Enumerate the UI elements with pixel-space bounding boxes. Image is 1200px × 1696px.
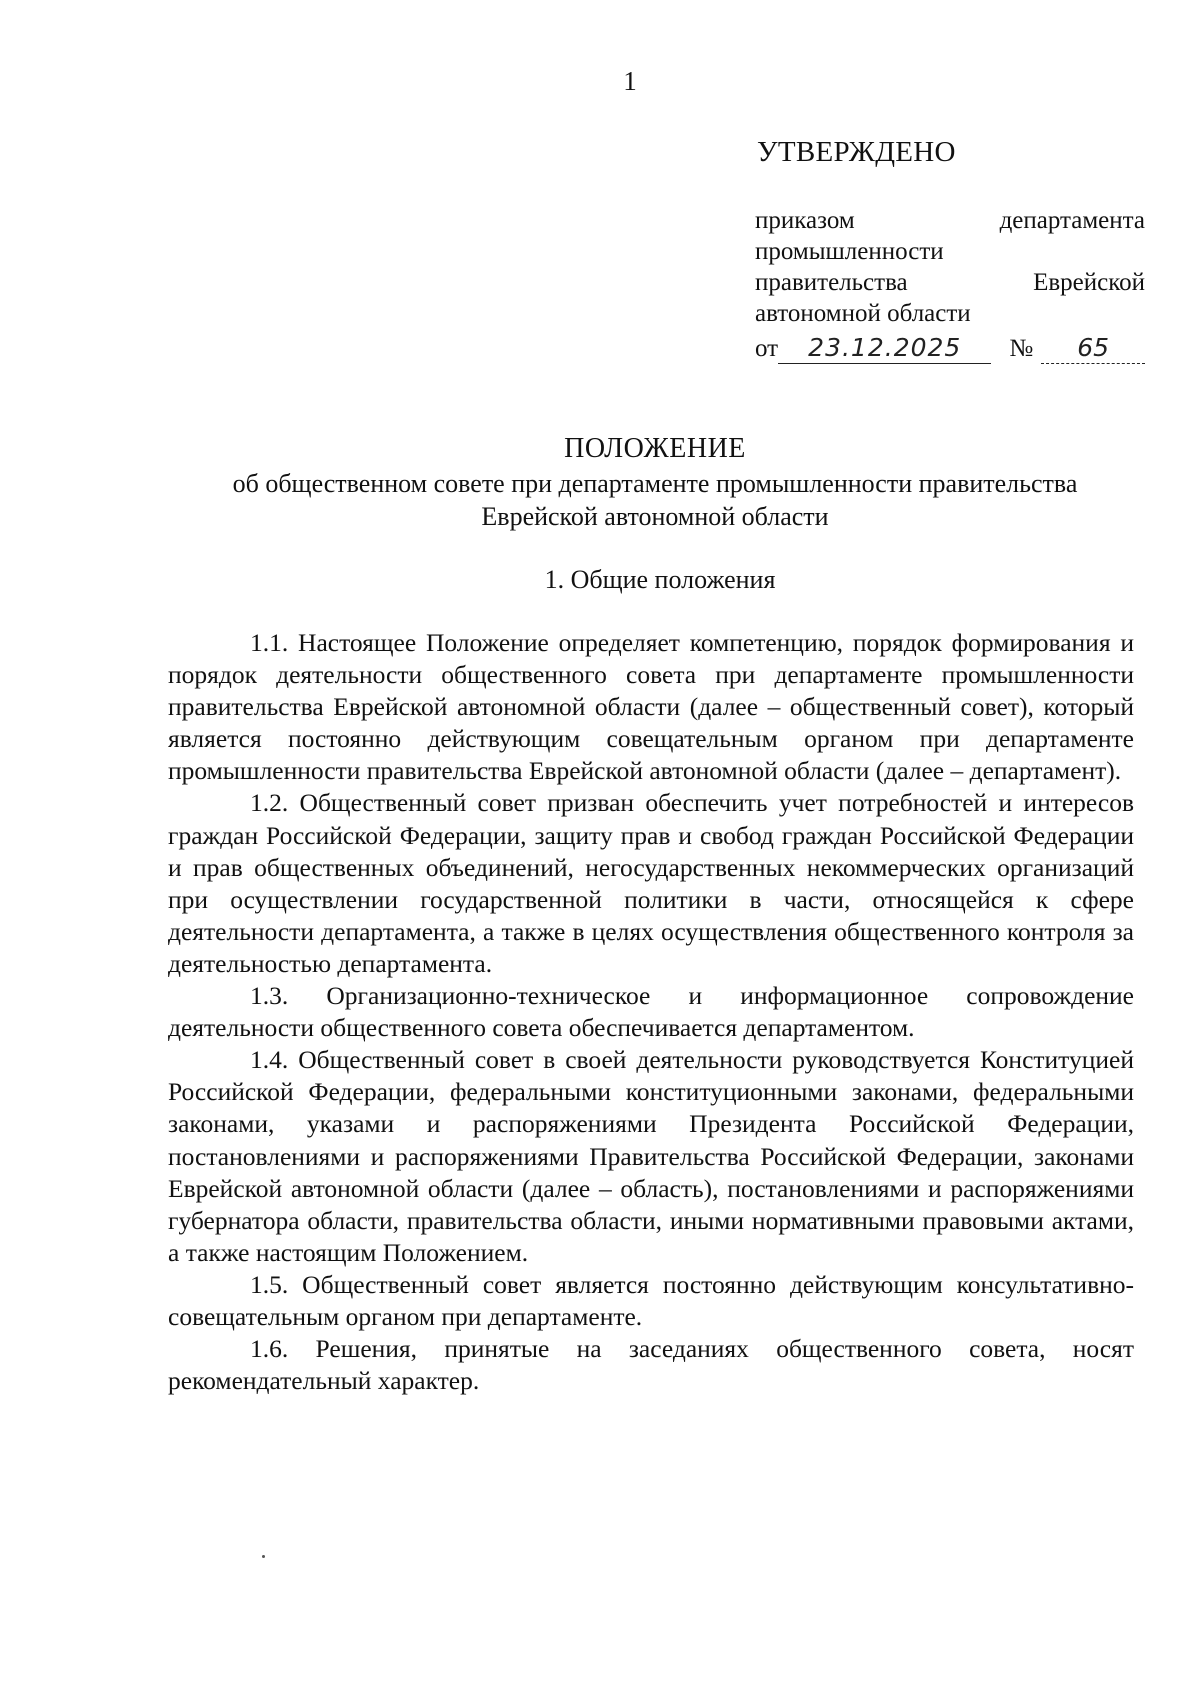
number-label: № bbox=[1009, 335, 1034, 362]
approval-date-number-line bbox=[755, 333, 1145, 364]
approval-line-4: автономной области bbox=[755, 300, 971, 327]
document-title: ПОЛОЖЕНИЕ bbox=[564, 433, 746, 464]
paragraph-1-4: 1.4. Общественный совет в своей деятельности руководствуется Конституцией Российской Федерации, федеральными конституционными законами, федеральными законами, указами и распоряжениями Президента Российской Федерации, постановлениями и распоряжениями Правительства Российской Федерации, законами Еврейской автономной области (далее – область), постановлениями и распоряжениями губернатора области, правительства области, иными нормативными правовыми актами, а также настоящим Положением. bbox=[168, 1045, 1134, 1267]
approval-title: УТВЕРЖДЕНО bbox=[757, 136, 956, 168]
approval-text: департамента bbox=[999, 207, 1145, 234]
paragraph-1-6: 1.6. Решения, принятые на заседаниях общественного совета, носят рекомендательный характер. bbox=[168, 1334, 1134, 1396]
scan-speck bbox=[262, 1555, 265, 1558]
document-subtitle: об общественном совете при департаменте промышленности правительства Еврейской автономной области bbox=[232, 469, 1078, 531]
document-title-block bbox=[175, 432, 1135, 533]
handwritten-number: 65 bbox=[1041, 333, 1145, 364]
handwritten-date: 23.12.2025 bbox=[778, 333, 991, 364]
approval-line-2: промышленности bbox=[755, 238, 944, 265]
approval-text: приказом bbox=[755, 207, 855, 234]
paragraph-1-2: 1.2. Общественный совет призван обеспечить учет потребностей и интересов граждан Российской Федерации, защиту прав и свобод граждан Российской Федерации и прав общественных объединений, негосударственных некоммерческих организаций при осуществлении государственной политики в части, относящейся к сфере деятельности департамента, а также в целях осуществления общественного контроля за деятельностью департамента. bbox=[168, 788, 1134, 978]
approval-block bbox=[755, 205, 1145, 364]
date-prefix: от bbox=[755, 335, 779, 362]
paragraph-1-5: 1.5. Общественный совет является постоянно действующим консультативно-совещательным органом при департаменте. bbox=[168, 1269, 1134, 1331]
section-body bbox=[168, 627, 1134, 1397]
approval-text: Еврейской bbox=[1033, 269, 1145, 296]
paragraph-1-1: 1.1. Настоящее Положение определяет компетенцию, порядок формирования и порядок деятельности общественного совета при департаменте промышленности правительства Еврейской автономной области (далее – общественный совет), который является постоянно действующим совещательным органом при департаменте промышленности правительства Еврейской автономной области (далее – департамент). bbox=[168, 628, 1134, 786]
approval-line-1 bbox=[755, 205, 1145, 236]
approval-text: правительства bbox=[755, 269, 908, 296]
page-number: 1 bbox=[623, 66, 637, 96]
approval-line-3 bbox=[755, 267, 1145, 298]
paragraph-1-3: 1.3. Организационно-техническое и информационное сопровождение деятельности общественного совета обеспечивается департаментом. bbox=[168, 981, 1134, 1043]
section-heading: 1. Общие положения bbox=[544, 565, 776, 594]
